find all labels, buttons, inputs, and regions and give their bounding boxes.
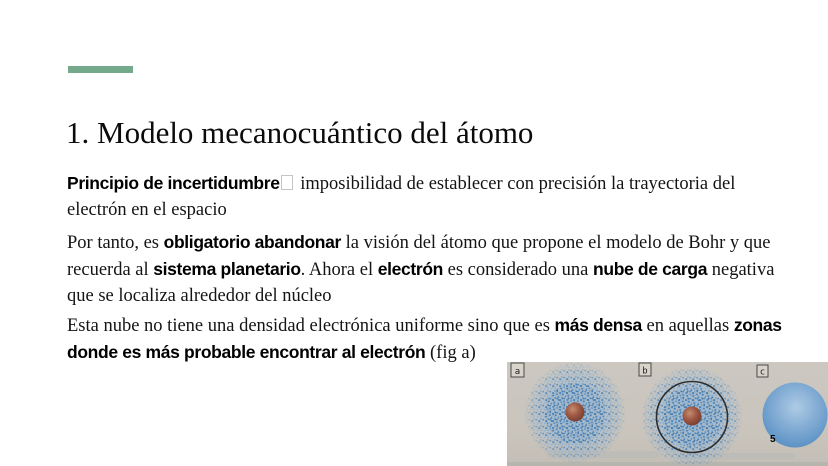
text-segment: negativa xyxy=(707,260,775,280)
text-segment: recuerda al xyxy=(67,260,154,280)
text-segment: la visión del átomo que propone el modelo de Bohr y que xyxy=(340,233,771,253)
text-segment: electrón en el espacio xyxy=(67,200,227,220)
slide-page-number: 5 xyxy=(770,434,776,445)
paragraph-bohr-abandon xyxy=(67,229,807,310)
missing-glyph-box xyxy=(281,175,293,190)
photo-bottom-shadow xyxy=(507,462,828,466)
text-segment: (fig a) xyxy=(425,343,476,363)
text-segment: en aquellas xyxy=(641,316,734,336)
text-line xyxy=(67,256,807,283)
text-line xyxy=(67,197,807,224)
text-segment: Principio de incertidumbre xyxy=(67,173,280,193)
figure-label-b: b xyxy=(642,366,648,377)
text-segment: nube de carga xyxy=(593,259,708,279)
text-segment: obligatorio abandonar xyxy=(163,232,341,252)
figure-label-c: c xyxy=(759,367,766,378)
text-line xyxy=(67,229,807,256)
text-segment: donde es más probable encontrar al electrón xyxy=(67,342,426,362)
text-line xyxy=(67,283,807,310)
atom-models-figure xyxy=(507,362,828,466)
text-segment: sistema planetario xyxy=(153,259,301,279)
accent-bar xyxy=(68,66,133,73)
text-line xyxy=(67,312,807,339)
text-segment: zonas xyxy=(733,315,782,335)
text-line xyxy=(67,170,807,197)
paragraph-electron-density xyxy=(67,312,807,366)
text-segment: Por tanto, es xyxy=(67,233,164,253)
atom-a-nucleus xyxy=(566,403,585,422)
text-segment: Esta nube no tiene una densidad electrónica uniforme sino que es xyxy=(67,316,555,336)
atom-models-image xyxy=(507,362,828,466)
text-segment: . Ahora el xyxy=(300,260,378,280)
text-segment: que se localiza alrededor del núcleo xyxy=(67,286,332,306)
figure-label-a: a xyxy=(514,367,521,377)
text-segment: es considerado una xyxy=(443,260,594,280)
slide-title: 1. Modelo mecanocuántico del átomo xyxy=(66,114,534,150)
text-segment: electrón xyxy=(377,259,443,279)
paragraph-uncertainty-principle xyxy=(67,170,807,224)
text-segment: más densa xyxy=(554,315,642,335)
text-segment: imposibilidad de establecer con precisión la trayectoria del xyxy=(295,174,736,194)
atom-b-nucleus xyxy=(683,407,702,426)
